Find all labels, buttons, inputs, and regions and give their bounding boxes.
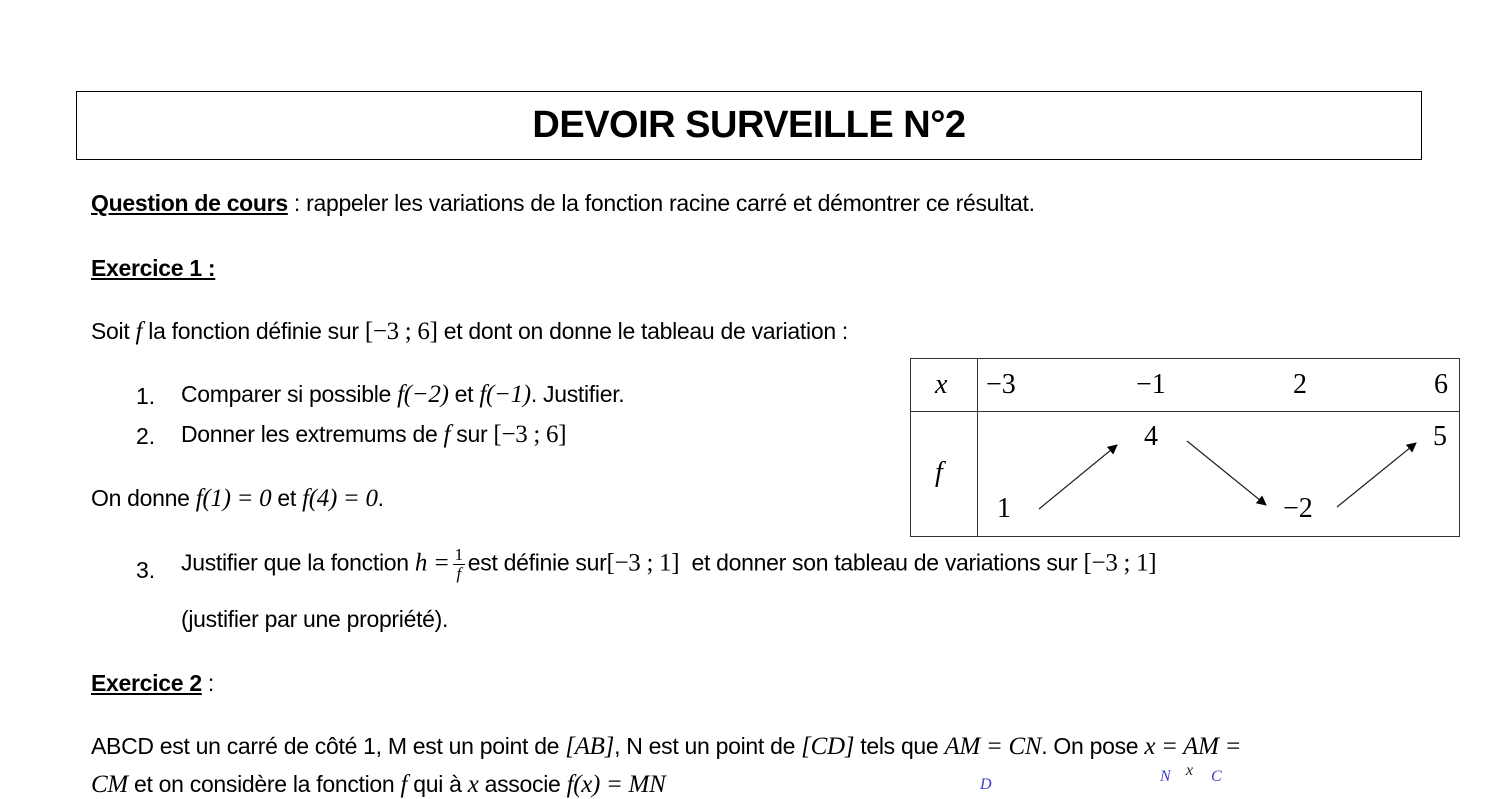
ex2-math: x [467, 771, 479, 798]
x-label: x [935, 369, 948, 400]
figure-label-d: D [980, 776, 992, 793]
f-value: 1 [997, 493, 1011, 524]
given-text: On donne [91, 485, 196, 511]
item-math: [−3 ; 1] [1083, 549, 1157, 577]
ex2-math: AM = CN [944, 733, 1042, 760]
ex2-text: et on considère la fonction [127, 771, 401, 797]
exercice1-item-2 [181, 421, 566, 449]
question-de-cours [91, 190, 1035, 217]
item-text: Comparer si possible [181, 381, 398, 407]
x-value: 6 [1434, 369, 1448, 400]
ex2-text: qui à [407, 771, 468, 797]
x-value: −1 [1136, 369, 1166, 400]
ex2-math: f(x) = MN [566, 771, 666, 798]
variation-arrows [911, 359, 1461, 538]
ex2-math: [AB] [565, 733, 615, 760]
intro-f: f [135, 318, 143, 345]
figure-label-c: C [1211, 768, 1222, 785]
arrow-down-icon [1187, 441, 1266, 505]
f-value: 5 [1433, 421, 1447, 452]
item-math: f(−2) [397, 381, 449, 408]
item-math: f [443, 421, 451, 448]
title-box [76, 91, 1422, 160]
item-text: et [448, 381, 480, 407]
ex2-text: ABCD est un carré de côté 1, M est un point de [91, 733, 566, 759]
intro-text: et dont on donne le tableau de variation : [437, 318, 848, 344]
item-text: Justifier que la fonction [181, 549, 415, 576]
item-math: [−3 ; 6] [493, 421, 567, 448]
ex2-math: f [400, 771, 408, 798]
f-value: 4 [1144, 421, 1158, 452]
x-value: −3 [986, 369, 1016, 400]
exercice1-item-1 [181, 381, 624, 409]
fraction-numerator: 1 [454, 545, 463, 564]
exercice2-heading-text: Exercice 2 [91, 670, 202, 696]
given-text: et [271, 485, 303, 511]
arrow-up-icon [1039, 445, 1117, 509]
given-math: f(4) = 0 [302, 485, 378, 512]
exercice2-line1 [91, 733, 1241, 761]
fraction-denominator: f [456, 564, 461, 583]
exercice1-heading [91, 255, 215, 282]
fraction [453, 546, 465, 583]
item-math: [−3 ; 1] [606, 549, 680, 577]
f-label: f [935, 457, 943, 488]
ex2-math: CM [91, 771, 128, 798]
exercice1-given [91, 485, 384, 513]
ex2-text: . On pose [1041, 733, 1145, 759]
item-text: est définie sur [467, 549, 607, 576]
intro-interval: [−3 ; 6] [364, 318, 438, 345]
item-text: et donner son tableau de variations sur [679, 549, 1084, 576]
item-math: f(−1) [479, 381, 531, 408]
item-text: Donner les extremums de [181, 421, 444, 447]
exercice1-item-3-line2: (justifier par une propriété). [181, 606, 449, 632]
variation-table [910, 358, 1460, 537]
given-math: f(1) = 0 [195, 485, 272, 512]
exercice1-item-3 [181, 546, 1156, 583]
item-number: 3. [136, 557, 156, 583]
exercice1-heading-text: Exercice 1 : [91, 255, 216, 281]
page-title: DEVOIR SURVEILLE N°2 [532, 104, 966, 146]
arrow-up-icon [1337, 443, 1416, 507]
f-value: −2 [1283, 493, 1313, 524]
exercice2-line2 [91, 771, 665, 799]
item-number: 2. [136, 423, 156, 449]
item-text: . Justifier. [530, 381, 625, 407]
intro-text: la fonction définie sur [142, 318, 365, 344]
item-math: h = [414, 549, 450, 577]
ex2-text: , N est un point de [614, 733, 802, 759]
ex2-text: tels que [854, 733, 945, 759]
item-text: sur [450, 421, 494, 447]
figure-label-x: x [1186, 762, 1194, 779]
ex2-text: associe [478, 771, 567, 797]
ex2-math: [CD] [801, 733, 855, 760]
given-text: . [377, 485, 384, 511]
figure-label-n: N [1160, 768, 1171, 785]
x-value: 2 [1293, 369, 1307, 400]
intro-text: Soit [91, 318, 136, 344]
exercice1-intro [91, 318, 848, 346]
ex2-math: x = AM = [1144, 733, 1242, 760]
item-number: 1. [136, 383, 156, 409]
question-de-cours-label: Question de cours [91, 190, 288, 216]
question-de-cours-text: : rappeler les variations de la fonction racine carré et démontrer ce résultat. [287, 190, 1035, 216]
exercice2-heading [91, 670, 214, 697]
heading-suffix: : [201, 670, 215, 696]
